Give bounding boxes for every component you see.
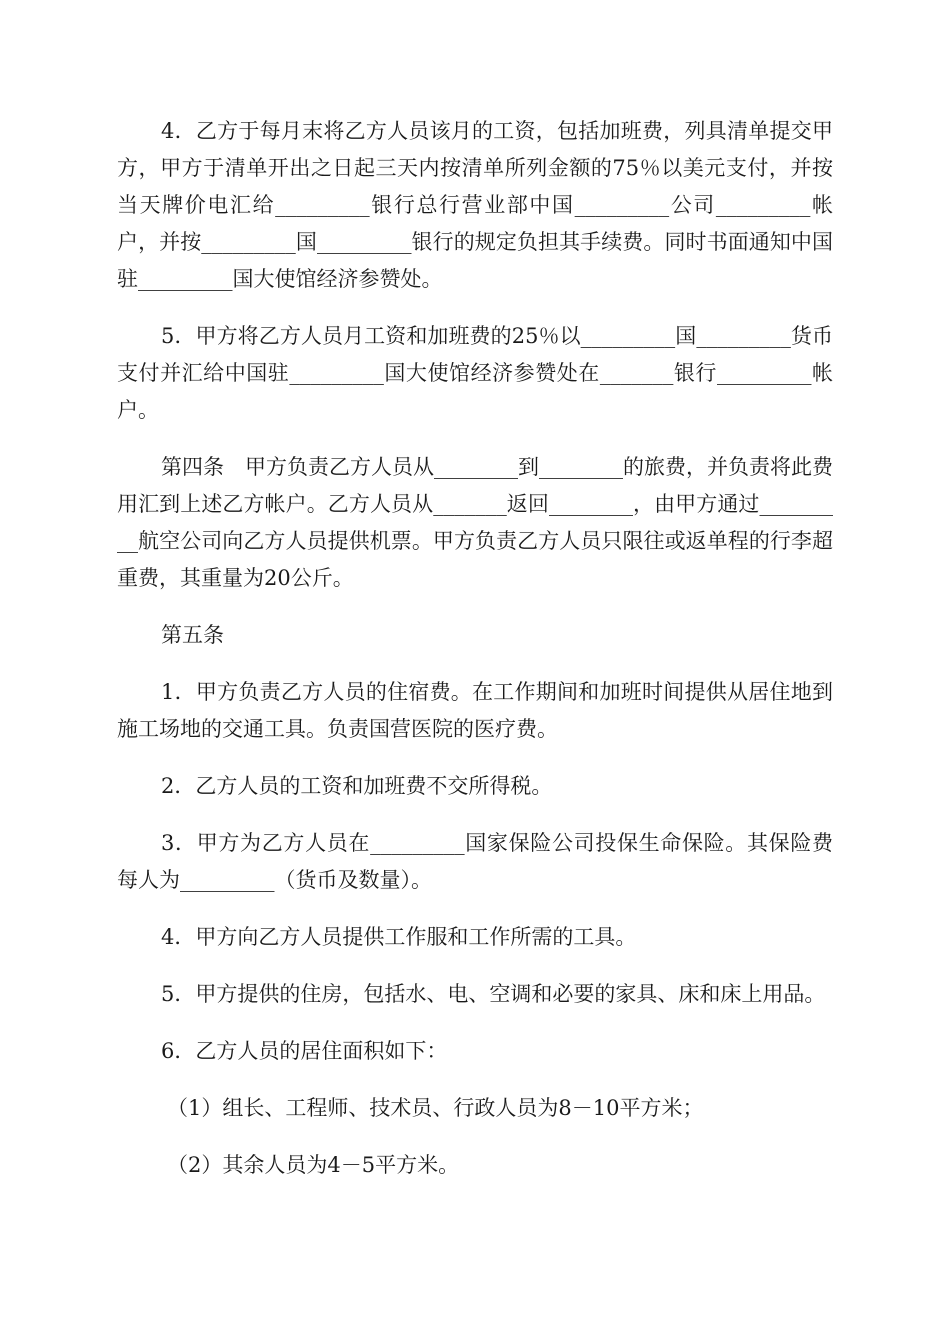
- paragraph-article3-item4: 4．乙方于每月末将乙方人员该月的工资，包括加班费，列具清单提交甲方，甲方于清单开出之日起三天内按清单所列金额的75％以美元支付，并按当天牌价电汇给_________银行总行营业部中国_________公司_________帐户，并按_________国_________银行的规定负担其手续费。同时书面通知中国驻_________国大使馆经济参赞处。: [117, 119, 833, 291]
- paragraph-article5-item5: 5．甲方提供的住房，包括水、电、空调和必要的家具、床和床上用品。: [161, 982, 826, 1006]
- document-page: [117, 113, 833, 1204]
- paragraph-article4: 第四条 甲方负责乙方人员从________到________的旅费，并负责将此费用汇到上述乙方帐户。乙方人员从_______返回________，由甲方通过_________航空公司向乙方人员提供机票。甲方负责乙方人员只限往或返单程的行李超重费，其重量为20公斤。: [117, 455, 833, 590]
- list-item-subitem1: （1）组长、工程师、技术员、行政人员为8－10平方米；: [167, 1096, 704, 1120]
- paragraph-article5-item3: 3．甲方为乙方人员在_________国家保险公司投保生命保险。其保险费每人为_________（货币及数量）。: [117, 831, 833, 892]
- heading-article5: 第五条: [161, 623, 224, 647]
- paragraph-article5-item4: 4．甲方向乙方人员提供工作服和工作所需的工具。: [161, 925, 637, 949]
- paragraph-article5-item1: 1．甲方负责乙方人员的住宿费。在工作期间和加班时间提供从居住地到施工场地的交通工具。负责国营医院的医疗费。: [117, 680, 833, 741]
- paragraph-article5-item6: 6．乙方人员的居住面积如下：: [161, 1039, 448, 1063]
- paragraph-article3-item5: 5．甲方将乙方人员月工资和加班费的25％以_________国_________货币支付并汇给中国驻_________国大使馆经济参赞处在_______银行_________帐户。: [117, 324, 833, 422]
- paragraph-article5-item2: 2．乙方人员的工资和加班费不交所得税。: [161, 774, 553, 798]
- list-item-subitem2: （2）其余人员为4－5平方米。: [167, 1153, 460, 1177]
